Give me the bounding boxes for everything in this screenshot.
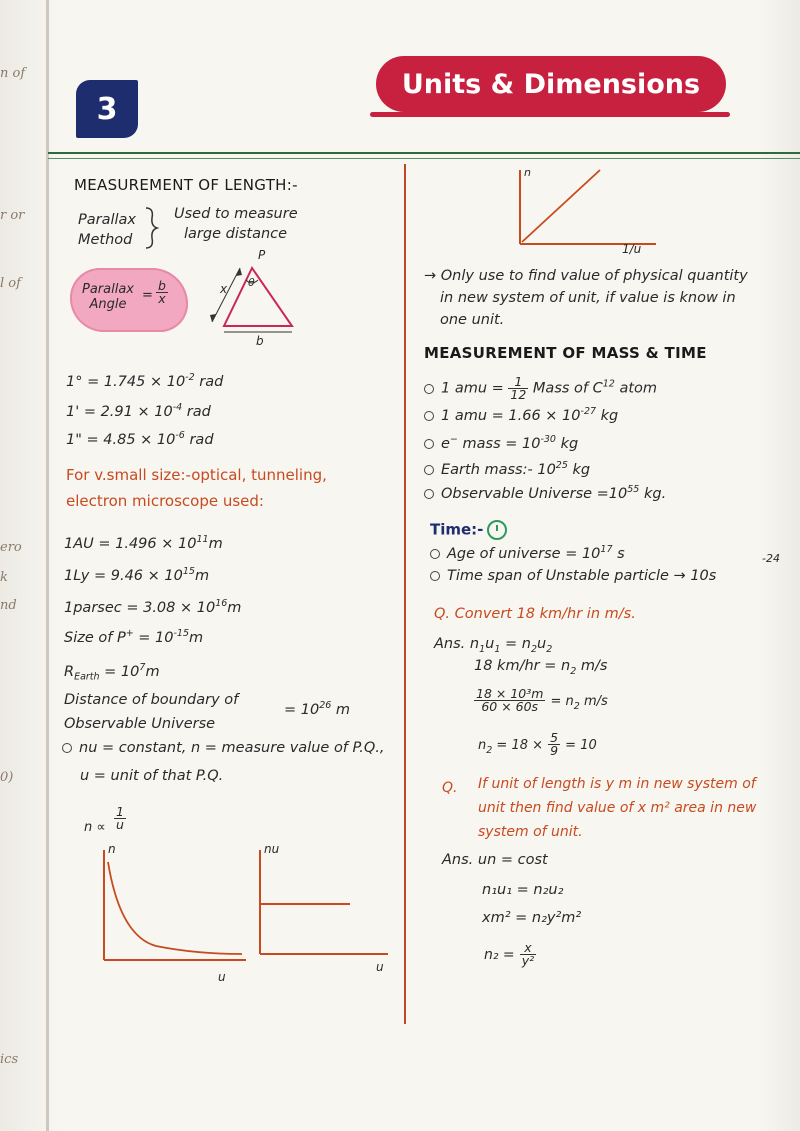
small-size-line2: electron microscope used: [66, 492, 264, 510]
universe-mass [424, 484, 666, 502]
second-unit: rad [184, 431, 214, 448]
second-lhs: 1" = 4.85 × 10 [66, 431, 176, 448]
ans1-2-unit: m/s [576, 658, 608, 674]
parallax-method-line2: Method [78, 232, 133, 248]
ans1-4-den: 9 [550, 743, 559, 758]
au-line [64, 534, 223, 552]
degree-unit: rad [194, 373, 224, 390]
proton-lhs: Size of P [64, 629, 126, 646]
amu1-tail: atom [614, 380, 658, 397]
graph1-y-label: n [108, 842, 116, 856]
ans1-u1: u [485, 636, 495, 652]
graph2-y-label: nu [264, 842, 280, 856]
ly-line [64, 566, 209, 584]
ans1-eq: = n [500, 636, 531, 652]
header-rule [48, 152, 800, 154]
ans1-3-sub: 2 [573, 701, 580, 713]
ans1-sub1: 1 [479, 643, 486, 655]
clock-icon [487, 520, 507, 540]
answer-2-line4 [484, 942, 536, 967]
bullet-icon [430, 571, 440, 581]
span-lhs: Time span of Unstable particle → 10s [447, 568, 717, 584]
only-use-line2: in new system of unit, if value is know in [440, 290, 736, 306]
answer-2-line1: Ans. un = cost [442, 852, 548, 868]
au-unit: m [208, 535, 223, 552]
parsec-unit: m [227, 599, 242, 616]
triangle-p-label: P [258, 248, 266, 262]
only-use-line3: one unit. [440, 312, 505, 328]
emass-lhs: e [441, 435, 450, 452]
boundary-line2: Observable Universe [64, 716, 216, 732]
bullet-icon [424, 384, 434, 394]
ans1-2-sub: 2 [570, 665, 577, 677]
graph-n-vs-u [96, 846, 256, 976]
graph-top-y-label: n [524, 166, 531, 179]
nu-constant-line [62, 740, 385, 756]
ans2-4-num: x [520, 942, 536, 955]
amu-value [424, 406, 618, 424]
n-proportional: n ∝ [84, 820, 106, 835]
minute-exp: -4 [172, 402, 183, 413]
amu1-num: 1 [508, 376, 528, 389]
earth-radius-line [64, 662, 160, 683]
ans1-2: 18 km/hr = n [474, 658, 571, 674]
unstable-particle-span [430, 568, 716, 584]
ans1-3-unit: m/s [579, 694, 608, 709]
ans1-4-mid: = 18 × [492, 738, 544, 753]
frac-b: b [158, 278, 166, 293]
frac-u: u [116, 817, 124, 832]
emass-unit: kg [555, 435, 579, 452]
emass-exp: -30 [540, 434, 556, 445]
ly-unit: m [194, 567, 210, 584]
age-lhs: Age of universe = 10 [447, 545, 601, 562]
one-over-u [114, 806, 126, 831]
proton-exp: -15 [173, 628, 190, 639]
earth-lhs: Earth mass:- 10 [441, 461, 556, 478]
parallax-eq-sign: = [142, 288, 153, 303]
boundary-exp: 26 [319, 700, 332, 711]
ans2-4-den: y² [521, 953, 535, 968]
ans1-sub4: 2 [546, 643, 553, 655]
ans1-3-rhs: = n [550, 694, 574, 709]
answer-2-line3: xm² = n₂y²m² [482, 910, 582, 926]
earth-mass [424, 460, 590, 478]
triangle-theta-label: θ [248, 276, 255, 289]
ans1-4-rhs: = 10 [565, 738, 597, 753]
amu2-exp: -27 [580, 406, 597, 417]
question-1: Q. Convert 18 km/hr in m/s. [434, 606, 636, 622]
boundary-val: = 10 [284, 701, 320, 718]
small-size-line1: For v.small size:-optical, tunneling, [66, 466, 327, 484]
title-underline [370, 112, 730, 117]
ans1-u2: u [536, 636, 547, 652]
proton-mid: = 10 [133, 629, 174, 646]
age-exp: 17 [600, 544, 613, 555]
proton-sup: + [125, 628, 134, 639]
parallax-angle-label [82, 282, 134, 312]
degree-conversion [66, 372, 223, 390]
amu1-lhs: 1 amu = [441, 380, 504, 397]
graph-n-vs-1-over-u [514, 168, 664, 252]
question-2-line1: If unit of length is y m in new system of [478, 776, 756, 792]
nu-const-text: nu = constant, n = measure value of P.Q., [79, 740, 385, 756]
span-exp: -24 [762, 552, 780, 565]
ans1-3-num: 18 × 10³m [476, 686, 544, 701]
ans2-4-lhs: n₂ = [484, 947, 515, 963]
page-fold [46, 0, 49, 1131]
column-divider [404, 164, 406, 1024]
answer-1-line4 [478, 732, 597, 757]
ans1-4-lhs: n [478, 738, 487, 753]
margin-fragment: k [0, 570, 8, 585]
univ-exp: 55 [627, 484, 640, 495]
parallax-angle-word2: Angle [89, 297, 127, 312]
ans1-4-num: 5 [550, 730, 559, 745]
graph-nu-vs-u [254, 846, 394, 966]
rearth-exp: 7 [139, 662, 146, 673]
triangle-b-label: b [256, 334, 264, 348]
bullet-icon [62, 743, 72, 753]
bullet-icon [424, 439, 434, 449]
amu1-rhs: Mass of C [532, 380, 603, 397]
bullet-icon [424, 465, 434, 475]
graph-top-x-label: 1/u [622, 242, 642, 256]
au-lhs: 1AU = 1.496 × 10 [64, 535, 197, 552]
bullet-icon [424, 489, 434, 499]
ans1-sub3: 2 [530, 643, 537, 655]
time-heading [430, 520, 507, 540]
degree-exp: -2 [185, 372, 195, 383]
ans1-sub2: 1 [494, 643, 501, 655]
parsec-line [64, 598, 241, 616]
second-exp: -6 [175, 430, 185, 441]
amu2-lhs: 1 amu = 1.66 × 10 [441, 407, 581, 424]
margin-fragment: l of [0, 276, 21, 291]
univ-unit: kg. [639, 485, 667, 502]
electron-mass [424, 434, 578, 452]
margin-fragment: ero [0, 540, 22, 555]
amu1-sup: 12 [602, 378, 615, 390]
ans1-3-den: 60 × 60s [481, 699, 539, 714]
time-heading-text: Time:- [430, 520, 484, 539]
only-use-line1: → Only use to find value of physical quantity [424, 268, 748, 284]
minute-lhs: 1' = 2.91 × 10 [66, 403, 173, 420]
boundary-value [284, 700, 350, 718]
boundary-unit: m [331, 701, 351, 718]
heading-mass-time: MEASUREMENT OF MASS & TIME [424, 344, 707, 362]
rearth-r: R [64, 663, 75, 680]
ans1-4-sub: 2 [486, 745, 493, 757]
rearth-mid: = 10 [99, 663, 140, 680]
degree-lhs: 1° = 1.745 × 10 [66, 373, 186, 390]
au-exp: 11 [196, 534, 209, 545]
margin-fragment: nd [0, 598, 17, 613]
minute-conversion [66, 402, 211, 420]
earth-unit: kg [567, 461, 591, 478]
answer-1-line3 [474, 688, 608, 713]
graph2-x-label: u [376, 960, 384, 974]
ly-lhs: 1Ly = 9.46 × 10 [64, 567, 183, 584]
amu2-unit: kg [596, 407, 619, 424]
margin-fragment: r or [0, 208, 25, 223]
graph1-x-label: u [218, 970, 226, 984]
margin-fragment: n of [0, 66, 26, 81]
minute-unit: rad [182, 403, 211, 420]
proton-size-line [64, 628, 203, 646]
age-unit: s [612, 545, 625, 562]
frac-x: x [158, 291, 166, 306]
answer-1-line2 [474, 658, 607, 677]
answer-2-line2: n₁u₁ = n₂u₂ [482, 882, 564, 898]
chapter-title: Units & Dimensions [376, 56, 726, 112]
bullet-icon [430, 549, 440, 559]
parallax-method-line1: Parallax [78, 212, 136, 228]
parsec-exp: 16 [215, 598, 228, 609]
header-rule-thin [48, 158, 800, 159]
question-2-line3: system of unit. [478, 824, 583, 840]
parsec-lhs: 1parsec = 3.08 × 10 [64, 599, 216, 616]
amu-definition [424, 376, 657, 401]
brace-icon [142, 206, 162, 250]
boundary-line1: Distance of boundary of [64, 692, 239, 708]
earth-exp: 25 [555, 460, 568, 471]
ly-exp: 15 [182, 566, 195, 577]
bullet-icon [424, 411, 434, 421]
question-2-line2: unit then find value of x m² area in new [478, 800, 757, 816]
frac-one: 1 [116, 804, 124, 819]
u-unit-line: u = unit of that P.Q. [80, 768, 224, 784]
parallax-desc-line2: large distance [184, 226, 288, 242]
parallax-desc-line1: Used to measure [174, 206, 298, 222]
proton-unit: m [189, 629, 204, 646]
question-2-label: Q. [442, 780, 458, 796]
margin-fragment: ics [0, 1052, 19, 1067]
rearth-unit: m [145, 663, 160, 680]
univ-lhs: Observable Universe =10 [441, 485, 628, 502]
chapter-number-badge: 3 [76, 80, 138, 138]
age-universe [430, 544, 625, 562]
second-conversion [66, 430, 214, 448]
ans1-1: Ans. n [434, 636, 480, 652]
parallax-triangle-diagram [206, 248, 306, 344]
parallax-angle-word1: Parallax [82, 282, 134, 297]
heading-length: MEASUREMENT OF LENGTH:- [74, 176, 298, 194]
answer-1-line1 [434, 636, 552, 655]
emass-sup: − [449, 434, 458, 445]
parallax-fraction [156, 280, 168, 305]
triangle-x-label: x [220, 282, 228, 296]
emass-mid: mass = 10 [457, 435, 541, 452]
amu1-den: 12 [510, 387, 527, 402]
rearth-sub: Earth [74, 671, 100, 683]
margin-fragment: 0) [0, 770, 14, 785]
